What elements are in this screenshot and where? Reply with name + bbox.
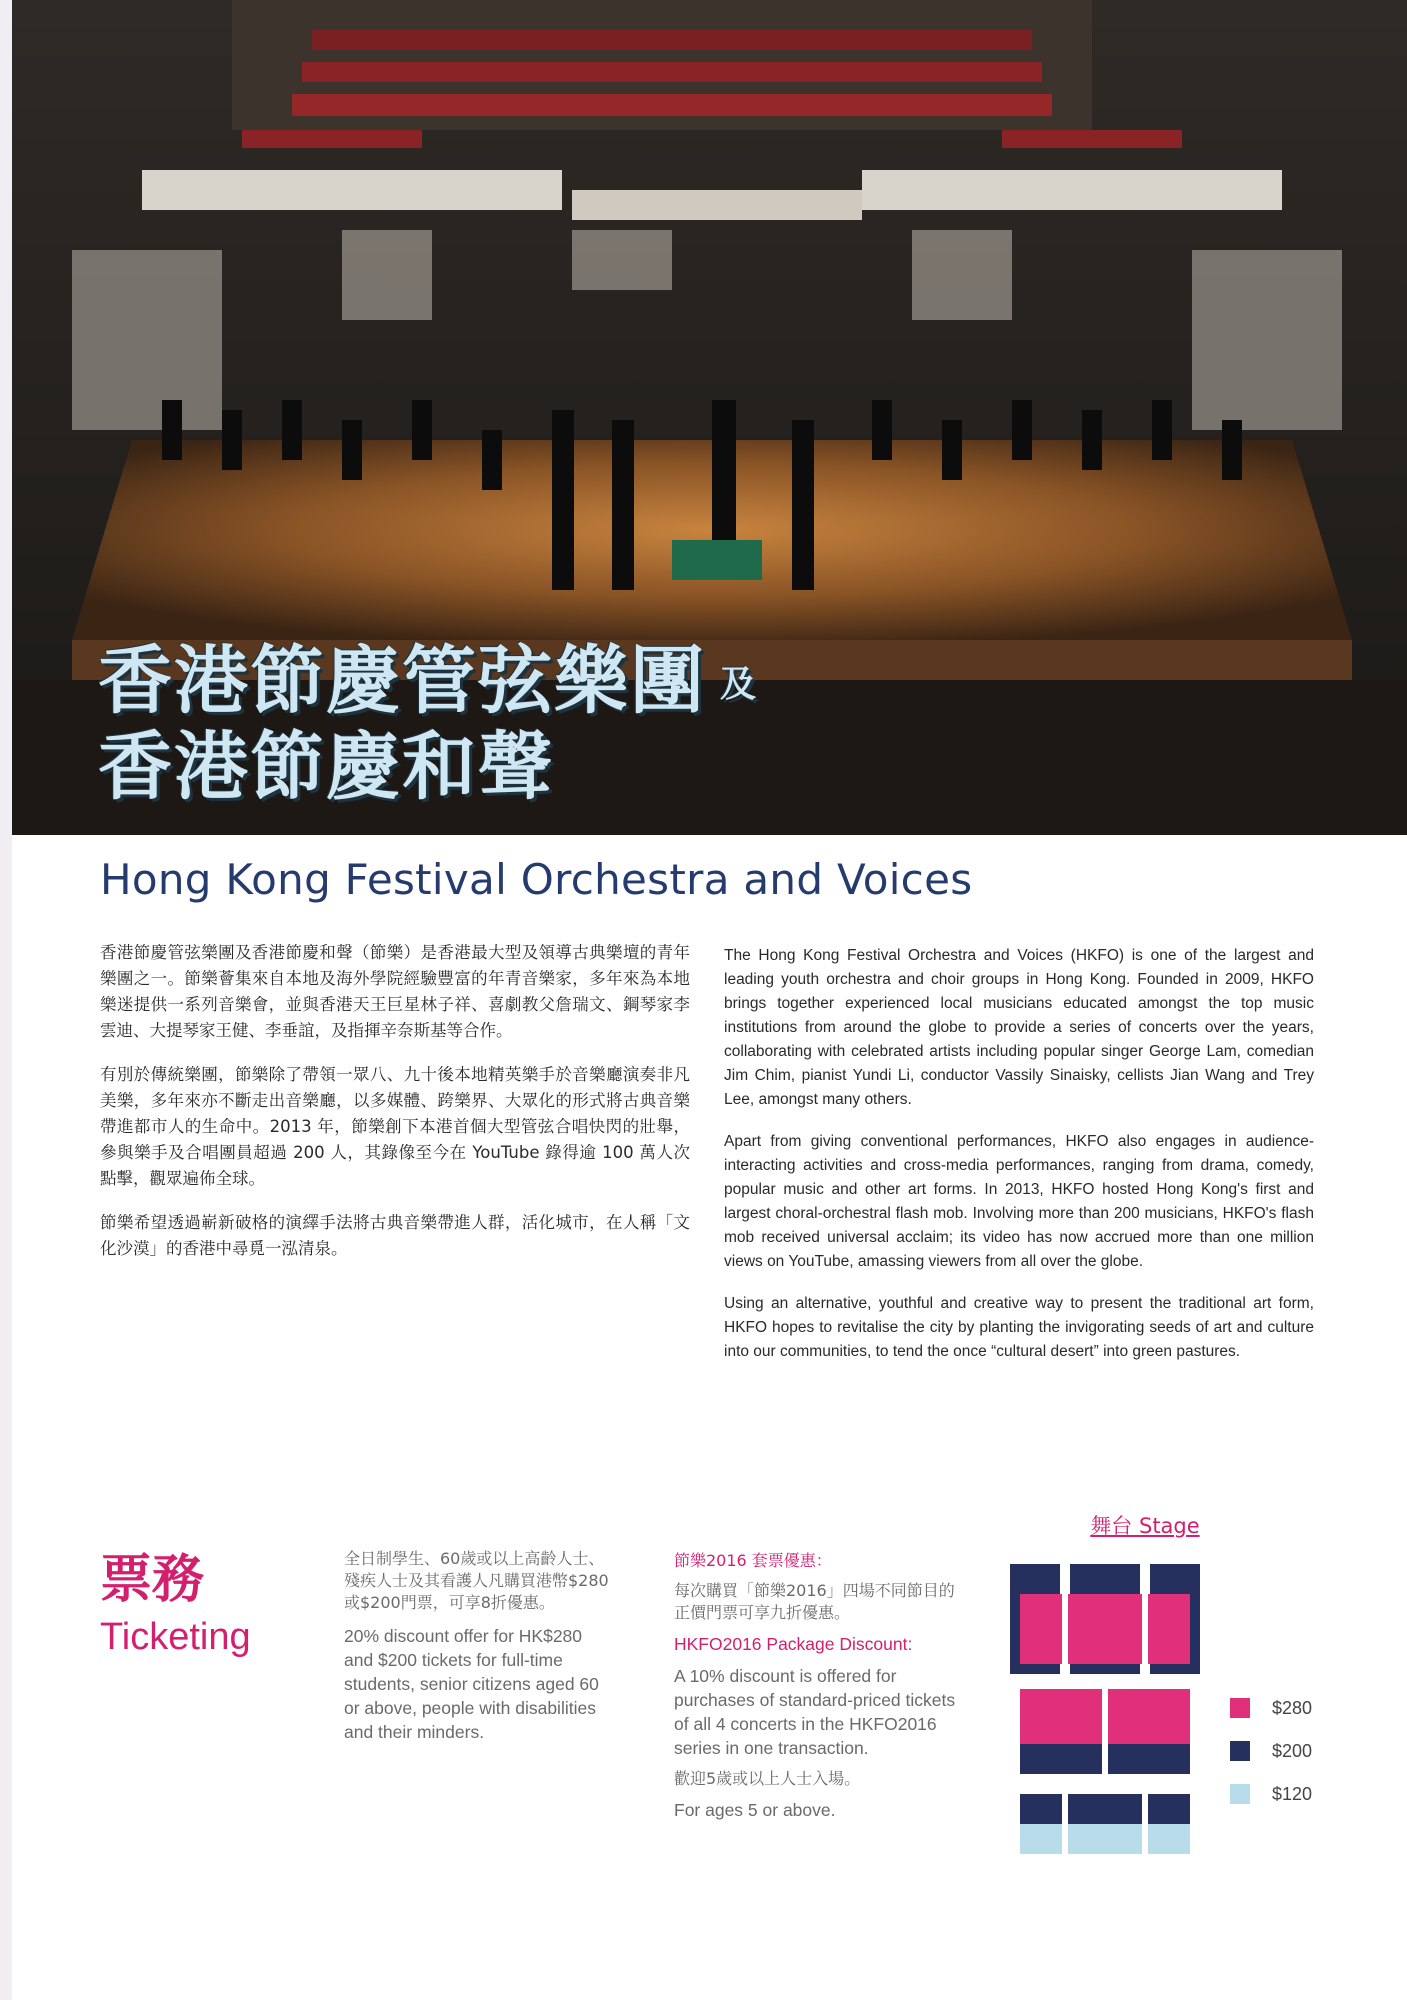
title-zh-line1: 香港節慶管弦樂團: [98, 638, 706, 724]
age-en: For ages 5 or above.: [674, 1800, 836, 1820]
discount-info: [344, 1548, 612, 1754]
body-zh-paragraph-2: 有別於傳統樂團，節樂除了帶領一眾八、九十後本地精英樂手於音樂廳演奏非凡美樂，多年來亦不斷走出音樂廳，以多媒體、跨樂界、大眾化的形式將古典音樂帶進都市人的生命中。2013 年，節樂創下本港首個大型管弦合唱快閃的壯舉，參與樂手及合唱團員超過 200 人，其錄像至今在 YouTube 錄得逾 100 萬人次點擊，觀眾遍佈全球。: [100, 1065, 690, 1188]
seat-aisle-1: [1062, 1564, 1068, 1674]
discount-zh: 全日制學生、60歲或以上高齡人士、殘疾人士及其看護人凡購買港幣$280或$200門票，可享8折優惠。: [344, 1549, 609, 1612]
seat-block-bot-120: [1020, 1824, 1190, 1854]
body-en-paragraph-2: Apart from giving conventional performances, HKFO also engages in audience-interacting activities and cross-media performances, ranging from drama, comedy, popular music and other art forms. In 2013, HKFO hosted Hong Kong's first and largest choral-orchestral flash mob. Involving more than 200 musicians, HKFO's flash mob received universal acclaim; its video has now accrued more than one million views on YouTube, amassing viewers from all over the globe.: [724, 1133, 1314, 1270]
seat-aisle-2: [1142, 1564, 1148, 1674]
swatch-200: [1230, 1741, 1250, 1761]
discount-en: 20% discount offer for HK$280 and $200 tickets for full-time students, senior citizens aged 60 or above, people with disabilities and their minders.: [344, 1626, 599, 1742]
page-edge: [0, 0, 12, 2000]
package-title-en: HKFO2016 Package Discount:: [674, 1634, 913, 1654]
legend-label-280: $280: [1272, 1698, 1313, 1718]
page-title: Hong Kong Festival Orchestra and Voices: [100, 855, 973, 904]
seat-map-diagram: [1000, 1544, 1210, 1854]
legend-label-120: $120: [1272, 1784, 1313, 1804]
ticketing-title-zh: 票務: [100, 1550, 205, 1610]
title-zh-and: 及: [720, 664, 759, 706]
seat-aisle-3: [1102, 1689, 1108, 1774]
age-zh: 歡迎5歲或以上人士入場。: [674, 1769, 861, 1788]
seat-block-top-280: [1020, 1594, 1190, 1664]
package-title-zh: 節樂2016 套票優惠：: [674, 1551, 832, 1570]
hero-title: [98, 638, 759, 811]
stage-label: 舞台 Stage: [1090, 1514, 1200, 1538]
ticketing-title-en: Ticketing: [100, 1616, 251, 1658]
seat-block-bot-200: [1020, 1794, 1190, 1824]
body-en-column: [724, 944, 1314, 1382]
package-en: A 10% discount is offered for purchases of standard-priced tickets of all 4 concerts in the HKFO2016 series in one transaction.: [674, 1666, 956, 1758]
package-info: [674, 1550, 964, 1830]
ticketing-heading: [100, 1550, 251, 1662]
body-zh-paragraph-3: 節樂希望透過嶄新破格的演繹手法將古典音樂帶進人群，活化城市，在人稱「文化沙漠」的香港中尋覓一泓清泉。: [100, 1213, 690, 1258]
seat-aisle-5: [1142, 1794, 1148, 1854]
package-zh: 每次購買「節樂2016」四場不同節目的正價門票可享九折優惠。: [674, 1581, 955, 1622]
swatch-120: [1230, 1784, 1250, 1804]
body-zh-column: [100, 940, 690, 1280]
body-en-paragraph-1: The Hong Kong Festival Orchestra and Voices (HKFO) is one of the largest and leading youth orchestra and choir groups in Hong Kong. Founded in 2009, HKFO brings together experienced local musicians educated amongst the top music institutions from around the globe to provide a series of concerts over the years, collaborating with celebrated artists including popular singer George Lam, comedian Jim Chim, pianist Yundi Li, conductor Vassily Sinaisky, cellists Jian Wang and Trey Lee, amongst many others.: [724, 947, 1314, 1108]
title-zh-line2: 香港節慶和聲: [98, 724, 554, 811]
seat-aisle-4: [1062, 1794, 1068, 1854]
legend-label-200: $200: [1272, 1741, 1313, 1761]
body-en-paragraph-3: Using an alternative, youthful and creative way to present the traditional art form, HKFO hopes to revitalise the city by planting the invigorating seeds of art and culture into our communities, to tend the once “cultural desert” into green pastures.: [724, 1295, 1314, 1360]
swatch-280: [1230, 1698, 1250, 1718]
seat-map: [1000, 1510, 1390, 1890]
hero-photo: [12, 0, 1407, 835]
body-zh-paragraph-1: 香港節慶管弦樂團及香港節慶和聲（節樂）是香港最大型及領導古典樂壇的青年樂團之一。節樂薈集來自本地及海外學院經驗豐富的年青音樂家，多年來為本地樂迷提供一系列音樂會，並與香港天王巨星林子祥、喜劇教父詹瑞文、鋼琴家李雲迪、大提琴家王健、李垂誼，及指揮辛奈斯基等合作。: [100, 943, 690, 1040]
